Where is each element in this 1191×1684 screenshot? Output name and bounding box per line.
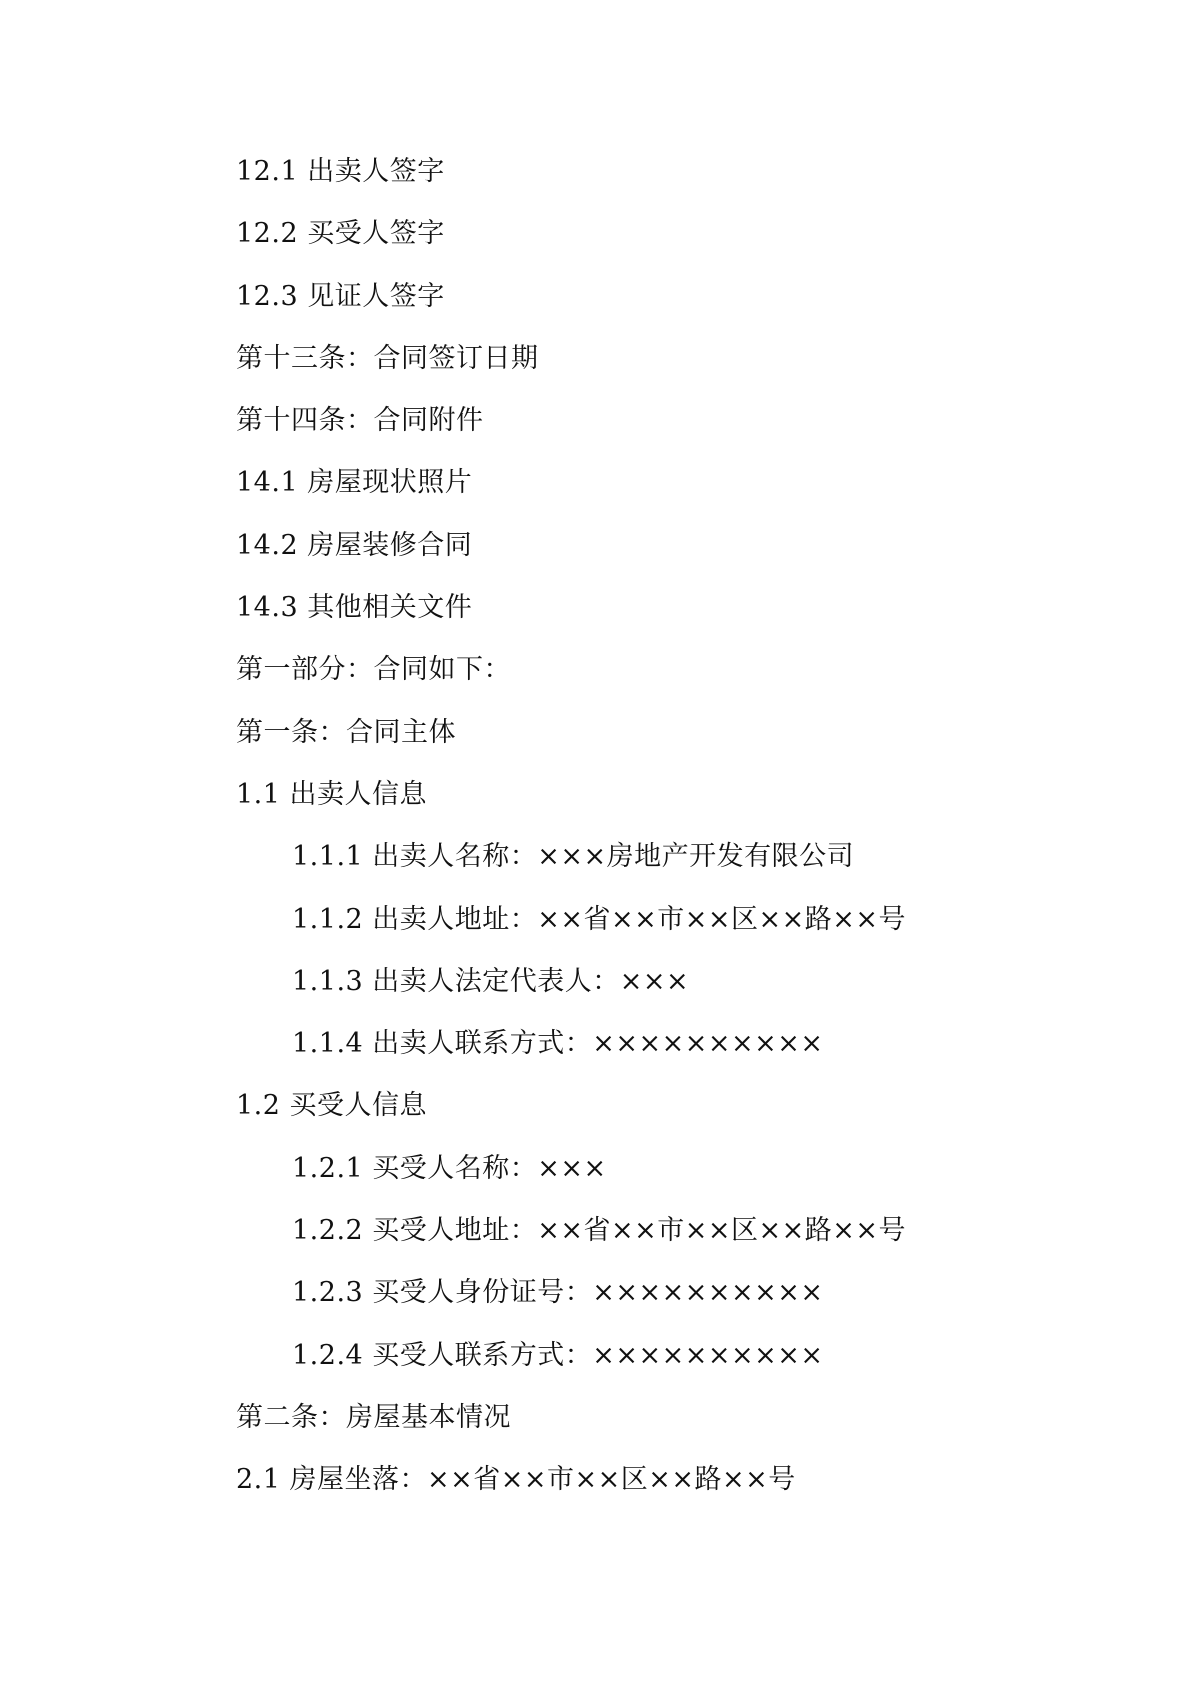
clause-line: 14.1 房屋现状照片 xyxy=(236,467,473,499)
clause-line: 2.1 房屋坐落：××省××市××区××路××号 xyxy=(236,1464,796,1496)
clause-line: 12.2 买受人签字 xyxy=(236,218,445,250)
article-heading: 第十三条：合同签订日期 xyxy=(236,342,539,374)
clause-line: 12.3 见证人签字 xyxy=(236,280,445,312)
clause-line: 14.3 其他相关文件 xyxy=(236,592,473,624)
article-heading: 第十四条：合同附件 xyxy=(236,405,484,437)
sub-clause-line: 1.1.4 出卖人联系方式：×××××××××× xyxy=(292,1028,824,1060)
sub-clause-line: 1.1.1 出卖人名称：×××房地产开发有限公司 xyxy=(292,841,855,873)
article-heading: 第一条：合同主体 xyxy=(236,716,456,748)
sub-clause-line: 1.2.2 买受人地址：××省××市××区××路××号 xyxy=(292,1215,907,1247)
sub-clause-line: 1.2.4 买受人联系方式：×××××××××× xyxy=(292,1339,824,1371)
sub-clause-line: 1.1.2 出卖人地址：××省××市××区××路××号 xyxy=(292,903,907,935)
part-heading: 第一部分：合同如下： xyxy=(236,654,511,686)
sub-clause-line: 1.2.1 买受人名称：××× xyxy=(292,1152,607,1184)
clause-line: 1.1 出卖人信息 xyxy=(236,778,428,810)
document-body xyxy=(236,146,1116,1517)
sub-clause-line: 1.1.3 出卖人法定代表人：××× xyxy=(292,965,690,997)
clause-line: 14.2 房屋装修合同 xyxy=(236,529,473,561)
clause-line: 1.2 买受人信息 xyxy=(236,1090,428,1122)
sub-clause-line: 1.2.3 买受人身份证号：×××××××××× xyxy=(292,1277,824,1309)
clause-line: 12.1 出卖人签字 xyxy=(236,156,445,187)
article-heading: 第二条：房屋基本情况 xyxy=(236,1401,511,1433)
